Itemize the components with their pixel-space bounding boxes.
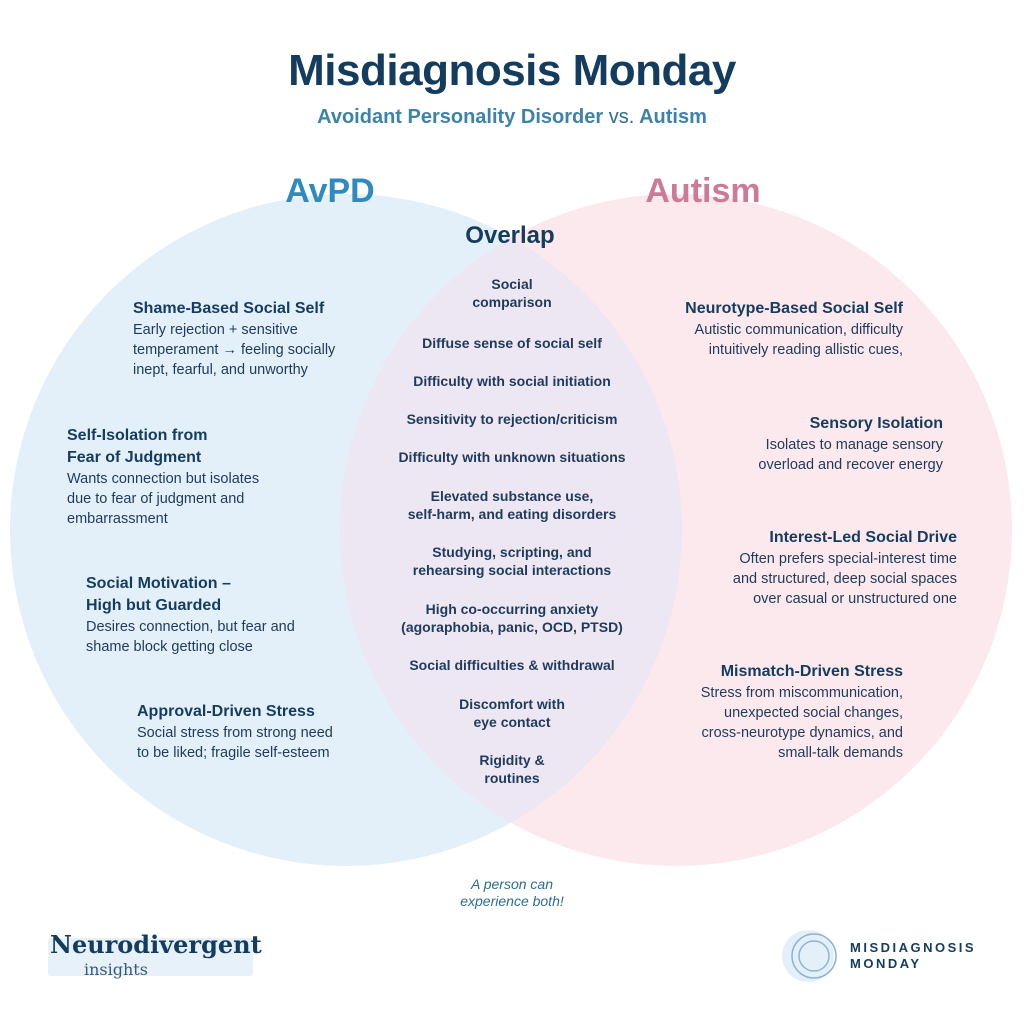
overlap-item-text: Sensitivity to rejection/criticism — [406, 411, 618, 427]
overlap-item — [362, 543, 662, 579]
autism-item-text: overload and recover energy — [758, 457, 943, 473]
subtitle-autism: Autism — [639, 106, 707, 128]
overlap-item-text: Diffuse sense of social self — [422, 335, 602, 351]
subtitle-vs: vs. — [608, 106, 635, 128]
avpd-set-label: AvPD — [285, 172, 375, 210]
concentric-circles-icon — [776, 926, 846, 986]
overlap-item-text: Discomfort with — [459, 696, 565, 712]
autism-item-text: unexpected social changes, — [724, 705, 903, 721]
avpd-item-text: temperament → feeling socially — [133, 342, 336, 358]
overlap-item-text: self-harm, and eating disorders — [407, 506, 617, 522]
autism-item-heading: Interest-Led Social Drive — [769, 529, 957, 546]
overlap-item-text: Studying, scripting, and — [432, 544, 592, 560]
autism-item-text: Stress from miscommunication, — [700, 685, 903, 701]
avpd-item-text: inept, fearful, and unworthy — [133, 362, 308, 378]
overlap-item-text: Difficulty with social initiation — [413, 373, 611, 389]
logo-text-line-2: MONDAY — [850, 956, 922, 971]
overlap-item-text: comparison — [472, 294, 552, 310]
overlap-item — [362, 600, 662, 636]
avpd-item — [86, 573, 295, 657]
overlap-item-text: Elevated substance use, — [430, 488, 594, 504]
autism-item-text: intuitively reading allistic cues, — [708, 342, 903, 358]
avpd-item-heading: Fear of Judgment — [67, 449, 202, 466]
autism-item-heading: Sensory Isolation — [809, 415, 943, 432]
autism-item-text: small-talk demands — [778, 745, 903, 761]
autism-item-text: over casual or unstructured one — [753, 591, 957, 607]
overlap-item-text: Social — [491, 276, 533, 292]
avpd-item-heading: Shame-Based Social Self — [133, 300, 325, 317]
overlap-item — [362, 695, 662, 731]
overlap-item — [362, 410, 662, 428]
overlap-item-text: (agoraphobia, panic, OCD, PTSD) — [401, 619, 623, 635]
overlap-item — [362, 448, 662, 466]
overlap-item — [362, 487, 662, 523]
overlap-item — [362, 656, 662, 674]
autism-item — [700, 413, 943, 475]
autism-item — [690, 527, 957, 609]
avpd-item-text: Desires connection, but fear and — [86, 619, 295, 635]
autism-item-text: Isolates to manage sensory — [765, 437, 943, 453]
avpd-item-heading: Self-Isolation from — [67, 427, 208, 444]
autism-item-text: Autistic communication, difficulty — [694, 322, 903, 338]
avpd-item — [137, 701, 333, 763]
avpd-item-heading: Social Motivation – — [86, 575, 231, 592]
misdiagnosis-monday-logo — [776, 926, 996, 986]
avpd-item-heading: Approval-Driven Stress — [137, 703, 315, 720]
avpd-item-text: due to fear of judgment and — [67, 491, 245, 507]
autism-item — [640, 298, 903, 360]
avpd-item-text: shame block getting close — [86, 639, 253, 655]
overlap-item — [362, 275, 662, 311]
footnote — [412, 876, 612, 910]
overlap-item-text: routines — [484, 770, 540, 786]
autism-item — [650, 661, 903, 763]
overlap-set-label: Overlap — [465, 222, 555, 249]
avpd-item — [67, 425, 259, 529]
avpd-item-text: Social stress from strong need — [137, 725, 333, 741]
avpd-item-text: to be liked; fragile self-esteem — [137, 745, 330, 761]
avpd-item-text: Wants connection but isolates — [67, 471, 260, 487]
overlap-item-text: High co-occurring anxiety — [425, 601, 599, 617]
autism-set-label: Autism — [645, 172, 761, 210]
footnote-line: experience both! — [460, 893, 564, 909]
autism-item-heading: Mismatch-Driven Stress — [720, 663, 903, 680]
overlap-item — [362, 372, 662, 390]
avpd-item — [133, 298, 335, 380]
logo-line-2: insights — [84, 960, 148, 979]
overlap-item — [362, 751, 662, 787]
autism-item-text: Often prefers special-interest time — [739, 551, 957, 567]
logo-line-1: Neurodivergent — [50, 930, 262, 959]
overlap-item-text: Social difficulties & withdrawal — [409, 657, 615, 673]
autism-item-text: and structured, deep social spaces — [732, 571, 957, 587]
autism-item-text: cross-neurotype dynamics, and — [701, 725, 903, 741]
page-subtitle — [0, 106, 1024, 129]
overlap-item-text: eye contact — [473, 714, 551, 730]
page-title: Misdiagnosis Monday — [288, 46, 736, 95]
footnote-line: A person can — [471, 876, 553, 892]
autism-item-heading: Neurotype-Based Social Self — [685, 300, 903, 317]
avpd-item-text: embarrassment — [67, 511, 168, 527]
logo-text — [850, 940, 976, 972]
logo-text-line-1: MISDIAGNOSIS — [850, 940, 977, 955]
overlap-item-text: Difficulty with unknown situations — [398, 449, 626, 465]
overlap-item-text: rehearsing social interactions — [412, 562, 612, 578]
neurodivergent-insights-logo — [48, 928, 268, 986]
avpd-item-text: Early rejection + sensitive — [133, 322, 298, 338]
avpd-item-heading: High but Guarded — [86, 597, 222, 614]
overlap-item-text: Rigidity & — [479, 752, 545, 768]
overlap-item — [362, 334, 662, 352]
subtitle-avpd: Avoidant Personality Disorder — [317, 106, 604, 128]
